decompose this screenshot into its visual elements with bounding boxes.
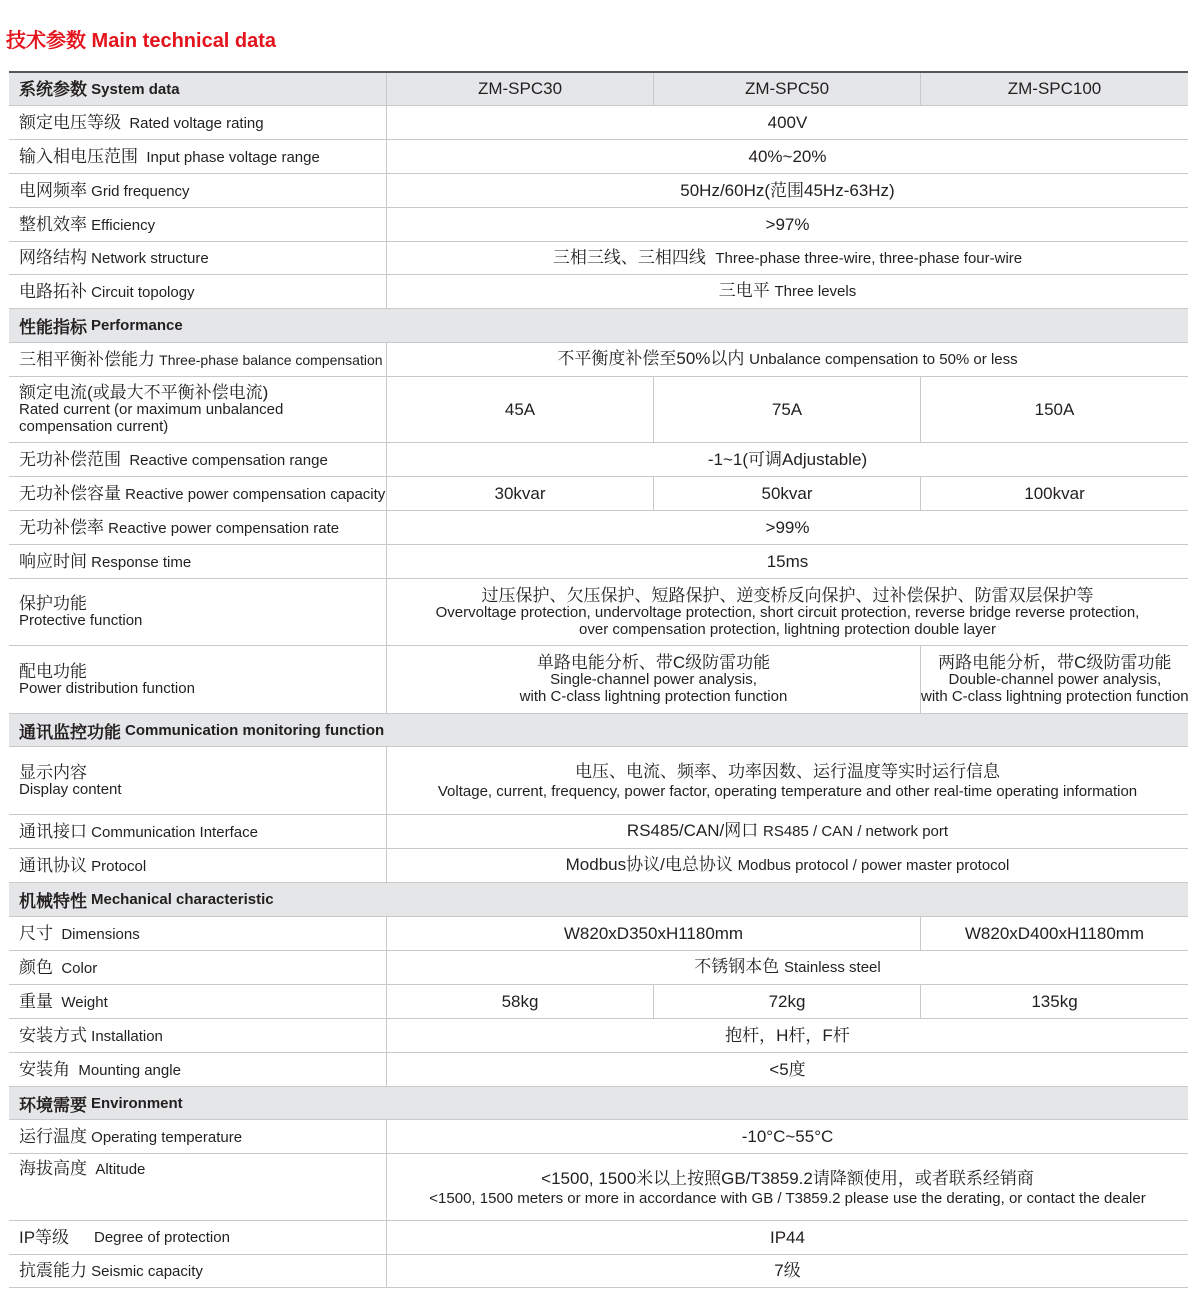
table-row (9, 443, 1188, 477)
table-row (9, 1221, 1188, 1255)
row-value-3: 100kvar (1024, 483, 1085, 503)
label-en: Protocol (91, 857, 147, 875)
row-label (9, 545, 387, 578)
section-header-performance (9, 309, 1188, 343)
spec-table (9, 71, 1188, 1288)
table-header-row (9, 73, 1188, 106)
page-title: 技术参数 Main technical data (6, 30, 277, 52)
label-cn: 无功补偿范围 (19, 449, 121, 469)
row-value: 7级 (774, 1261, 801, 1280)
label-cn: 输入相电压范围 (19, 146, 138, 166)
value-en: Modbus protocol / power master protocol (737, 857, 1010, 874)
label-en: Rated current (or maximum unbalanced compensation current) (19, 401, 284, 435)
row-value (387, 343, 1188, 376)
row-value: 15ms (766, 551, 809, 571)
value-cn: 过压保护、欠压保护、短路保护、逆变桥反向保护、过补偿保护、防雷双层保护等 (481, 585, 1094, 605)
row-value: 400V (767, 112, 808, 132)
table-row (9, 1053, 1188, 1087)
table-row (9, 174, 1188, 208)
label-cn: 显示内容 (19, 762, 87, 782)
row-label (9, 646, 387, 713)
model-header-3: ZM-SPC100 (921, 73, 1188, 105)
row-label (9, 477, 387, 510)
label-cn: 保护功能 (19, 594, 87, 613)
label-en: Rated voltage rating (129, 114, 264, 132)
label-cn: 无功补偿率 (19, 517, 104, 537)
row-value: >97% (765, 214, 810, 234)
table-row (9, 747, 1188, 815)
label-en: Protective function (19, 612, 143, 629)
value-en: RS485 / CAN / network port (762, 823, 949, 840)
value-cn: 两路电能分析，带C级防雷功能 (938, 653, 1172, 672)
label-en: Communication Interface (91, 823, 258, 841)
table-row (9, 208, 1188, 242)
value-en: <1500, 1500 meters or more in accordance with GB / T3859.2 please use the derating, or contact the dealer (429, 1189, 1146, 1207)
system-label-en: System data (91, 80, 180, 98)
value-cn: 单路电能分析、带C级防雷功能 (536, 653, 771, 672)
table-row (9, 140, 1188, 174)
label-en: Grid frequency (91, 182, 190, 200)
model-header-1: ZM-SPC30 (387, 73, 654, 105)
label-cn: 整机效率 (19, 214, 87, 234)
label-en: Operating temperature (91, 1128, 243, 1146)
row-value (387, 849, 1188, 882)
label-en: Installation (91, 1027, 163, 1045)
section-title-en: Communication monitoring function (125, 721, 385, 739)
section-title-en: Performance (91, 317, 183, 334)
value-en: Stainless steel (784, 959, 881, 976)
value-en-2: with C-class lightning protection function (519, 688, 788, 705)
label-cn: 电网频率 (19, 180, 87, 200)
row-label (9, 1255, 387, 1287)
label-cn: 重量 (19, 991, 53, 1011)
label-cn: 安装角 (19, 1059, 70, 1079)
row-value-1: 45A (387, 377, 654, 442)
row-label (9, 140, 387, 173)
row-value-2: 50kvar (654, 477, 921, 510)
label-en: Altitude (95, 1161, 146, 1178)
row-label (9, 985, 387, 1018)
label-en: Degree of protection (94, 1229, 230, 1246)
row-label (9, 377, 387, 442)
table-row (9, 815, 1188, 849)
label-cn: 响应时间 (19, 551, 87, 571)
section-header-environment (9, 1087, 1188, 1120)
row-label (9, 1120, 387, 1153)
row-label (9, 174, 387, 207)
label-en: Display content (19, 780, 122, 798)
row-label (9, 275, 387, 308)
row-value-3: 150A (1034, 399, 1075, 419)
row-value-3: 135kg (1031, 991, 1078, 1011)
section-title-cn: 通讯监控功能 (19, 722, 121, 742)
row-value (387, 747, 1188, 814)
section-label-system (9, 73, 387, 105)
label-cn: 尺寸 (19, 923, 53, 943)
table-row (9, 377, 1188, 443)
row-value (387, 242, 1188, 274)
label-en: Reactive compensation range (129, 451, 328, 469)
table-row (9, 1120, 1188, 1154)
value-cn: 不平衡度补偿至50%以内 (557, 349, 745, 368)
label-cn: 通讯接口 (19, 821, 87, 841)
label-cn: 无功补偿容量 (19, 483, 121, 503)
row-value (387, 579, 1188, 645)
value-en-2: over compensation protection, lightning protection double layer (579, 620, 996, 638)
row-label (9, 747, 387, 814)
label-cn: 运行温度 (19, 1126, 87, 1146)
section-title-en: Mechanical characteristic (91, 891, 274, 908)
label-cn: 网络结构 (19, 248, 87, 267)
row-label (9, 1053, 387, 1086)
label-en: Weight (61, 993, 108, 1011)
label-en: Dimensions (61, 925, 140, 943)
row-value: 50Hz/60Hz(范围45Hz-63Hz) (680, 180, 895, 200)
section-title-cn: 性能指标 (19, 318, 87, 337)
label-en: Power distribution function (19, 679, 195, 697)
table-row (9, 849, 1188, 883)
value-cn: RS485/CAN/网口 (626, 821, 759, 840)
value-en: Unbalance compensation to 50% or less (749, 351, 1018, 368)
value-cn: Modbus协议/电总协议 (565, 855, 733, 874)
value-en: Three-phase three-wire, three-phase four-wire (715, 249, 1023, 267)
table-row (9, 275, 1188, 309)
row-label (9, 1221, 387, 1254)
table-row (9, 106, 1188, 140)
label-en: Input phase voltage range (146, 148, 320, 166)
table-row (9, 1255, 1188, 1288)
row-value (387, 951, 1188, 984)
label-en: Reactive power compensation capacity (125, 485, 386, 503)
label-cn: IP等级 (19, 1228, 70, 1247)
system-label-cn: 系统参数 (19, 79, 87, 99)
label-cn: 抗震能力 (19, 1261, 87, 1280)
table-row (9, 579, 1188, 646)
value-en-1: Overvoltage protection, undervoltage protection, short circuit protection, reverse bridge reverse protection, (435, 603, 1140, 621)
value-en: Voltage, current, frequency, power factor, operating temperature and other real-time operating information (437, 783, 1138, 800)
label-cn: 配电功能 (19, 661, 87, 681)
section-title-cn: 机械特性 (19, 892, 87, 911)
row-label (9, 849, 387, 882)
label-en: Efficiency (91, 216, 156, 234)
table-row (9, 951, 1188, 985)
section-title-en: Environment (91, 1094, 183, 1112)
row-label (9, 511, 387, 544)
label-cn: 海拔高度 (19, 1159, 87, 1178)
label-en: Reactive power compensation rate (108, 519, 340, 537)
row-label (9, 1154, 387, 1220)
model-header-2: ZM-SPC50 (654, 73, 921, 105)
row-value (387, 1154, 1188, 1220)
row-label (9, 815, 387, 848)
label-cn: 三相平衡补偿能力 (19, 349, 155, 369)
value-cn: 不锈钢本色 (694, 957, 780, 976)
row-value (387, 275, 1188, 308)
row-value: 抱杆，H杆，F杆 (725, 1025, 850, 1045)
row-value-1: W820xD350xH1180mm (387, 917, 921, 950)
row-label (9, 242, 387, 274)
label-cn: 通讯协议 (19, 855, 87, 875)
row-label (9, 917, 387, 950)
row-label (9, 951, 387, 984)
table-row (9, 1154, 1188, 1221)
row-value: -10°C~55°C (741, 1126, 834, 1146)
section-header-communication (9, 714, 1188, 747)
value-en-1: Double-channel power analysis, (948, 671, 1162, 688)
table-row (9, 545, 1188, 579)
label-cn: 额定电流(或最大不平衡补偿电流) (19, 383, 269, 402)
row-label (9, 343, 387, 376)
row-value-2 (921, 646, 1189, 713)
label-en: Circuit topology (91, 283, 195, 301)
row-label (9, 1019, 387, 1052)
table-row (9, 985, 1188, 1019)
table-row (9, 477, 1188, 511)
row-value: <5度 (769, 1059, 806, 1079)
table-row (9, 511, 1188, 545)
value-cn: 电压、电流、频率、功率因数、运行温度等实时运行信息 (575, 762, 1000, 781)
value-en-2: with C-class lightning protection function (921, 688, 1189, 705)
label-en: Network structure (91, 250, 209, 267)
row-label (9, 208, 387, 241)
value-cn: 三相三线、三相四线 (552, 247, 706, 267)
row-value-2: W820xD400xH1180mm (964, 923, 1145, 943)
label-cn: 额定电压等级 (19, 112, 121, 132)
row-value: IP44 (770, 1227, 805, 1247)
row-value: -1~1(可调Adjustable) (707, 449, 868, 469)
section-header-mechanical (9, 883, 1188, 917)
row-label (9, 106, 387, 139)
table-row (9, 242, 1188, 275)
value-en: Three levels (774, 283, 857, 300)
table-row (9, 343, 1188, 377)
label-en: Mounting angle (78, 1061, 181, 1079)
row-value: >99% (765, 517, 810, 537)
label-en: Color (61, 959, 98, 977)
row-label (9, 579, 387, 645)
section-title-cn: 环境需要 (19, 1095, 87, 1115)
row-value-1 (387, 646, 921, 713)
label-cn: 颜色 (19, 957, 53, 977)
row-value-1: 30kvar (387, 477, 654, 510)
label-en: Seismic capacity (91, 1263, 203, 1280)
table-row (9, 1019, 1188, 1053)
table-row (9, 917, 1188, 951)
row-label (9, 443, 387, 476)
row-value (387, 815, 1188, 848)
row-value-1: 58kg (387, 985, 654, 1018)
label-cn: 安装方式 (19, 1025, 87, 1045)
label-en: Three-phase balance compensation (159, 351, 383, 368)
table-row (9, 646, 1188, 714)
row-value-2: 75A (654, 377, 921, 442)
label-en: Response time (91, 553, 192, 571)
value-cn: <1500, 1500米以上按照GB/T3859.2请降额使用，或者联系经销商 (541, 1168, 1034, 1188)
value-en-1: Single-channel power analysis, (550, 671, 757, 688)
value-cn: 三电平 (718, 281, 770, 300)
label-cn: 电路拓补 (19, 281, 87, 301)
row-value: 40%~20% (748, 146, 827, 166)
row-value-2: 72kg (654, 985, 921, 1018)
